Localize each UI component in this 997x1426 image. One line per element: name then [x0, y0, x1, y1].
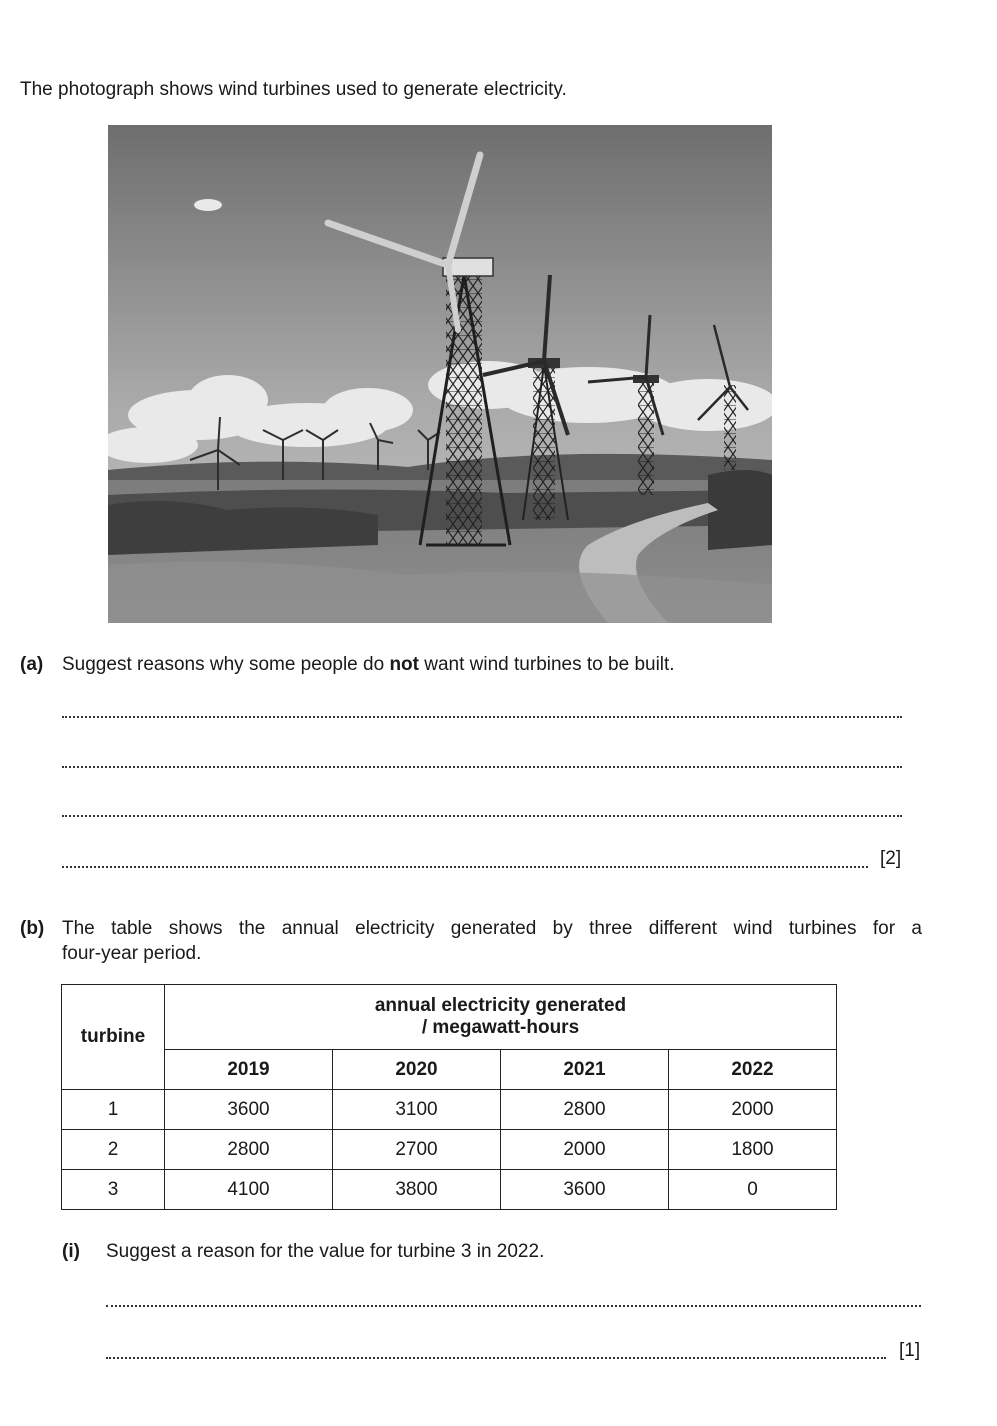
group-header-line2: / megawatt-hours — [421, 1017, 580, 1038]
answer-line-bi1[interactable] — [106, 1305, 921, 1307]
table-cell: 4100 — [165, 1170, 333, 1210]
group-header-line1: annual electricity generated — [374, 995, 627, 1016]
part-b-label: (b) — [20, 918, 45, 939]
electricity-table — [61, 984, 837, 1210]
part-a-text-after: want wind turbines to be built. — [418, 654, 675, 675]
part-a-label: (a) — [20, 654, 44, 675]
answer-line-bi2[interactable] — [106, 1357, 886, 1359]
wind-turbine-photo — [108, 125, 772, 623]
table-cell: 3600 — [165, 1090, 333, 1130]
table-cell: 2000 — [668, 1090, 836, 1130]
part-b-i-question: Suggest a reason for the value for turbine 3 in 2022. — [106, 1241, 545, 1262]
group-header — [165, 985, 837, 1050]
part-b-i-marks: [1] — [899, 1340, 921, 1361]
table-cell: 3800 — [332, 1170, 500, 1210]
year-header: 2021 — [500, 1050, 668, 1090]
part-a-marks: [2] — [880, 848, 902, 869]
table-row — [62, 1170, 837, 1210]
table-cell: 2800 — [500, 1090, 668, 1130]
part-a-text-bold: not — [389, 654, 419, 675]
year-header: 2019 — [165, 1050, 333, 1090]
answer-line-a4[interactable] — [62, 866, 868, 868]
turbine-id: 1 — [62, 1090, 165, 1130]
turbine-id: 3 — [62, 1170, 165, 1210]
part-b-text-line1: The table shows the annual electricity generated by three different wind turbines for a — [62, 918, 922, 939]
part-a-question — [62, 654, 675, 676]
table-cell: 2000 — [500, 1130, 668, 1170]
answer-line-a3[interactable] — [62, 815, 902, 817]
table-cell: 3600 — [500, 1170, 668, 1210]
part-a-text-before: Suggest reasons why some people do — [62, 654, 390, 675]
answer-line-a1[interactable] — [62, 716, 902, 718]
table-row — [62, 1130, 837, 1170]
table-cell: 2800 — [165, 1130, 333, 1170]
table-row — [62, 1090, 837, 1130]
year-header: 2020 — [332, 1050, 500, 1090]
table-cell: 2700 — [332, 1130, 500, 1170]
answer-line-a2[interactable] — [62, 766, 902, 768]
table-cell: 1800 — [668, 1130, 836, 1170]
year-header: 2022 — [668, 1050, 836, 1090]
table-cell: 3100 — [332, 1090, 500, 1130]
part-b-text-line2: four-year period. — [62, 943, 202, 964]
wind-turbine-illustration — [108, 125, 772, 623]
turbine-id: 2 — [62, 1130, 165, 1170]
intro-text: The photograph shows wind turbines used to generate electricity. — [20, 79, 567, 100]
table-cell: 0 — [668, 1170, 836, 1210]
part-b-i-label: (i) — [62, 1241, 80, 1262]
turbine-column-header: turbine — [62, 985, 165, 1090]
